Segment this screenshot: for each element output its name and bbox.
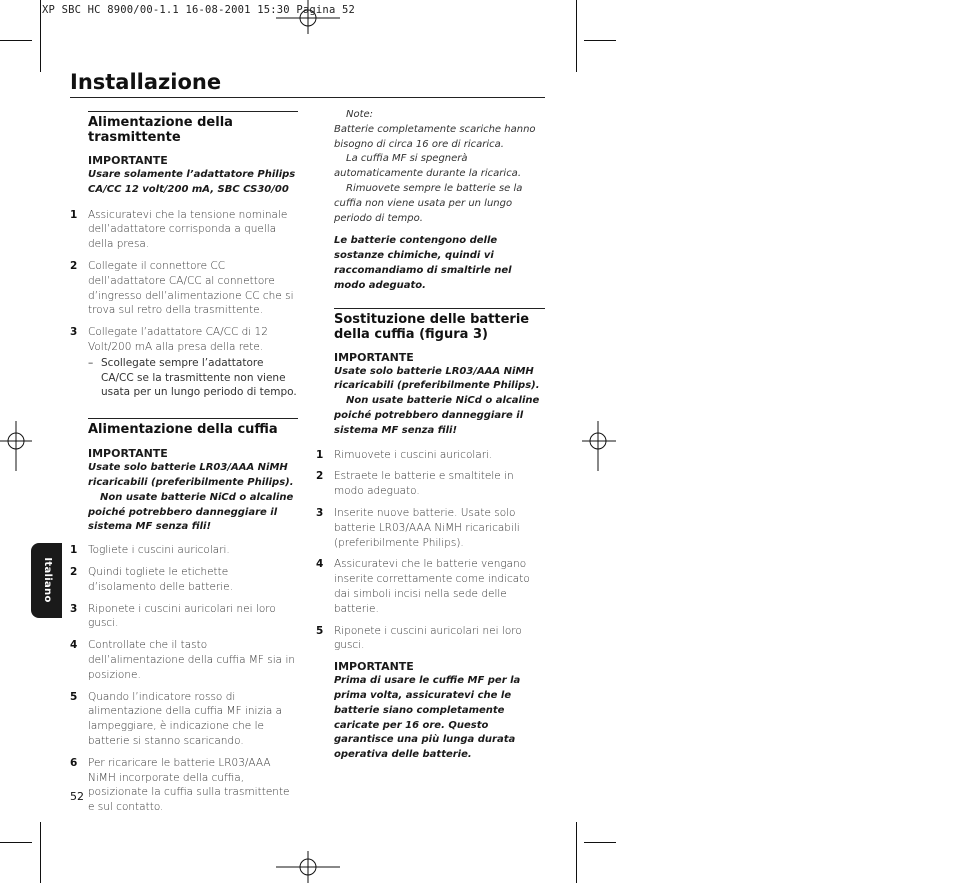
list-item: 2 Estraete le batterie e smaltitele in modo adeguato. [316,470,514,498]
note: La cuffia MF si spegnerà automaticamente durante la ricarica. [334,153,521,180]
crop-mark [584,842,616,843]
list-item: 1 Togliete i cuscini auricolari. [70,544,230,557]
list-item: 5 Quando l’indicatore rosso di alimentazione della cuffia MF inizia a lampeggiare, è indicazione che le batterie si stanno scaricando. [70,690,283,747]
note: Rimuovete sempre le batterie se la cuffia non viene usata per un lungo periodo di tempo. [334,182,523,224]
right-column [316,108,545,763]
crop-mark [0,842,32,843]
important-text: Usate solo batterie LR03/AAA NiMH ricaricabili (preferibilmente Philips). Non usate batterie NiCd o alcaline poiché potrebbero danneggiare il sistema MF senza fili! [334,365,540,436]
crop-mark [0,40,32,41]
list-item: 3 Collegate l’adattatore CA/CC di 12 Volt/200 mA alla presa della rete. [70,326,268,353]
sub-item: – Scollegate sempre l’adattatore CA/CC se la trasmittente non viene usata per un lungo periodo di tempo. [88,356,297,399]
crop-mark [40,822,41,883]
registration-mark-icon [0,421,34,485]
steps-list [70,208,298,355]
section-rule [88,111,298,112]
list-item: 3 Riponete i cuscini auricolari nei loro gusci. [70,602,276,630]
list-item: 2 Collegate il connettore CC dell’adattatore CA/CC al connettore d’ingresso dell’alimentazione CC che si trova sul retro della trasmittente. [70,259,294,317]
print-slug: XP SBC HC 8900/00-1.1 16-08-2001 15:30 Pagina 52 [42,4,356,16]
list-item: 3 Inserite nuove batterie. Usate solo batterie LR03/AAA NiMH ricaricabili (preferibilmente Philips). [316,506,520,549]
important-text: Usare solamente l’adattatore Philips CA/CC 12 volt/200 mA, SBC CS30/00 [88,169,296,195]
section-rule [88,418,298,419]
warning-text: Le batterie contengono delle sostanze chimiche, quindi vi raccomandiamo di smaltirle nel modo adeguato. [334,235,512,291]
page-number: 52 [70,790,84,803]
section-heading: Alimentazione della cuffia [88,422,278,438]
important-text: Usate solo batterie LR03/AAA NiMH ricaricabili (preferibilmente Philips). Non usate batterie NiCd o alcaline poiché potrebbero danneggiare il sistema MF senza fili! [88,462,294,533]
notes-label: Note: [346,109,374,120]
registration-mark-icon [276,851,340,883]
registration-mark-icon [582,421,616,485]
important-label: IMPORTANTE [88,447,168,461]
crop-mark [576,0,577,72]
important-label: IMPORTANTE [334,660,414,674]
list-item: 1 Rimuovete i cuscini auricolari. [316,448,493,461]
list-item: 4 Controllate che il tasto dell’alimentazione della cuffia MF sia in posizione. [70,639,296,681]
notes-block [334,108,545,226]
crop-mark [40,0,41,72]
language-tab-label: Italiano [42,557,53,603]
important-label: IMPORTANTE [334,350,414,364]
left-column [70,111,298,822]
page-title: Installazione [70,70,222,94]
crop-mark [584,40,616,41]
title-rule [70,97,545,98]
section-heading: Alimentazione della trasmittente [88,115,233,145]
steps-list [316,448,545,654]
section-rule [334,308,545,309]
steps-list [70,543,298,815]
list-item: 6 Per ricaricare le batterie LR03/AAA NiMH incorporate della cuffia, posizionate la cuffia sulla trasmittente e sul contatto. [70,756,290,814]
list-item: 2 Quindi togliete le etichette d’isolamento delle batterie. [70,565,233,593]
note: Batterie completamente scariche hanno bisogno di circa 16 ore di ricarica. [334,123,536,150]
crop-mark [576,822,577,883]
section-heading: Sostituzione delle batterie della cuffia (figura 3) [334,311,530,342]
list-item: 5 Riponete i cuscini auricolari nei loro gusci. [316,624,522,652]
list-item: 1 Assicuratevi che la tensione nominale dell’adattatore corrisponda a quella della presa. [70,208,288,251]
important-text: Prima di usare le cuffie MF per la prima volta, assicuratevi che le batterie siano completamente caricate per 16 ore. Questo garantisce una più lunga durata operativa delle batterie. [334,675,521,761]
important-label: IMPORTANTE [88,154,168,167]
list-item: 4 Assicuratevi che le batterie vengano inserite correttamente come indicato dai simboli incisi nella sede delle batterie. [316,558,530,615]
